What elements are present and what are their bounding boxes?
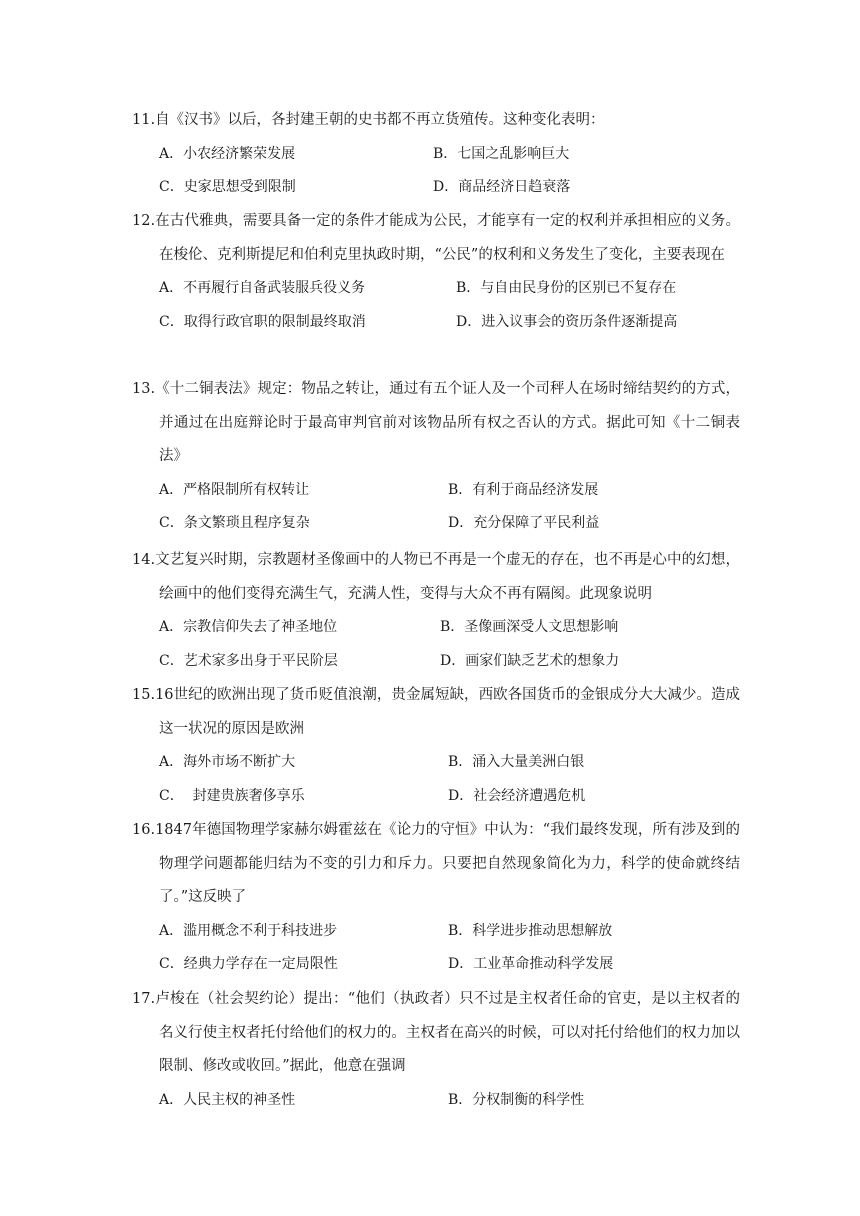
question-number: 17. [132, 991, 156, 1007]
option-row [132, 138, 740, 172]
option-row [132, 611, 740, 645]
option-row [132, 746, 740, 780]
option-d: D．工业革命推动科学发展 [448, 956, 614, 972]
question-13 [132, 373, 740, 541]
question-12 [132, 205, 740, 339]
option-b: B．分权制衡的科学性 [448, 1091, 585, 1108]
option-b: B．七国之乱影响巨大 [433, 145, 570, 162]
question-number: 16. [132, 822, 156, 838]
option-b: B．科学进步推动思想解放 [448, 922, 613, 939]
option-row [132, 1084, 740, 1118]
question-stem: 1847年德国物理学家赫尔姆霍兹在《论力的守恒》中认为：“我们最终发现，所有涉及到的物理学问题都能归结为不变的引力和斥力。只要把自然现象简化为力，科学的使命就终结了。”这反映了 [155, 822, 740, 905]
option-a: A．严格限制所有权转让 [159, 481, 310, 498]
option-a: A．宗教信仰失去了神圣地位 [159, 619, 338, 635]
option-row [132, 645, 740, 679]
option-row [132, 507, 740, 541]
option-d: D．社会经济遭遇危机 [448, 787, 586, 804]
option-row [132, 948, 740, 982]
question-16 [132, 814, 740, 982]
option-row [132, 780, 740, 814]
question-11 [132, 104, 740, 205]
option-c: C． 封建贵族奢侈享乐 [159, 787, 305, 804]
option-b: B．涌入大量美洲白银 [448, 754, 585, 770]
option-a: A．滥用概念不利于科技进步 [159, 922, 338, 939]
question-stem: 自《汉书》以后，各封建王朝的史书都不再立货殖传。这种变化表明： [155, 112, 605, 128]
question-stem: 卢梭在（社会契约论）提出：“他们（执政者）只不过是主权者任命的官吏，是以主权者的名义行使主权者托付给他们的权力的。主权者在高兴的时候，可以对托付给他们的权力加以限制、修改或收回。”据此，他意在强调 [155, 991, 740, 1074]
option-row [132, 915, 740, 949]
option-d: D．画家们缺乏艺术的想象力 [440, 652, 620, 669]
question-17 [132, 983, 740, 1117]
option-row [132, 171, 740, 205]
option-c: C．史家思想受到限制 [159, 179, 296, 195]
option-b: B．与自由民身份的区别已不复存在 [456, 280, 677, 296]
question-15 [132, 679, 740, 813]
question-stem: 在古代雅典，需要具备一定的条件才能成为公民，才能享有一定的权利并承担相应的义务。在梭伦、克利斯提尼和伯利克里执政时期，“公民”的权利和义务发生了变化，主要表现在 [155, 213, 740, 263]
option-a: A．小农经济繁荣发展 [159, 145, 296, 162]
question-number: 14. [132, 552, 156, 568]
question-number: 12. [132, 213, 156, 229]
option-c: C．条文繁琐且程序复杂 [159, 515, 310, 531]
option-d: D．商品经济日趋衰落 [433, 179, 571, 195]
option-b: B．圣像画深受人文思想影响 [440, 619, 619, 635]
question-stem: 文艺复兴时期，宗教题材圣像画中的人物已不再是一个虚无的存在，也不再是心中的幻想，绘画中的他们变得充满生气，充满人性，变得与大众不再有隔阂。此现象说明 [155, 552, 740, 602]
option-row [132, 272, 740, 306]
option-c: C．艺术家多出身于平民阶层 [159, 652, 338, 669]
option-a: A．不再履行自备武装服兵役义务 [159, 280, 366, 296]
option-b: B．有利于商品经济发展 [448, 481, 599, 498]
question-stem: 16世纪的欧洲出现了货币贬值浪潮，贵金属短缺，西欧各国货币的金银成分大大减少。造成这一状况的原因是欧洲 [155, 687, 740, 737]
option-d: D．进入议事会的资历条件逐渐提高 [456, 313, 678, 330]
option-row [132, 474, 740, 508]
question-number: 11. [132, 112, 156, 128]
option-a: A．海外市场不断扩大 [159, 754, 296, 770]
question-14 [132, 544, 740, 678]
question-number: 15. [132, 687, 156, 703]
option-d: D．充分保障了平民利益 [448, 515, 600, 531]
option-a: A．人民主权的神圣性 [159, 1091, 296, 1108]
option-row [132, 306, 740, 340]
option-c: C．经典力学存在一定局限性 [159, 956, 338, 972]
question-number: 13. [132, 381, 156, 397]
option-c: C．取得行政官职的限制最终取消 [159, 313, 366, 330]
question-stem: 《十二铜表法》规定：物品之转让，通过有五个证人及一个司秤人在场时缔结契约的方式，并通过在出庭辩论时于最高审判官前对该物品所有权之否认的方式。据此可知《十二铜表法》 [155, 381, 740, 464]
